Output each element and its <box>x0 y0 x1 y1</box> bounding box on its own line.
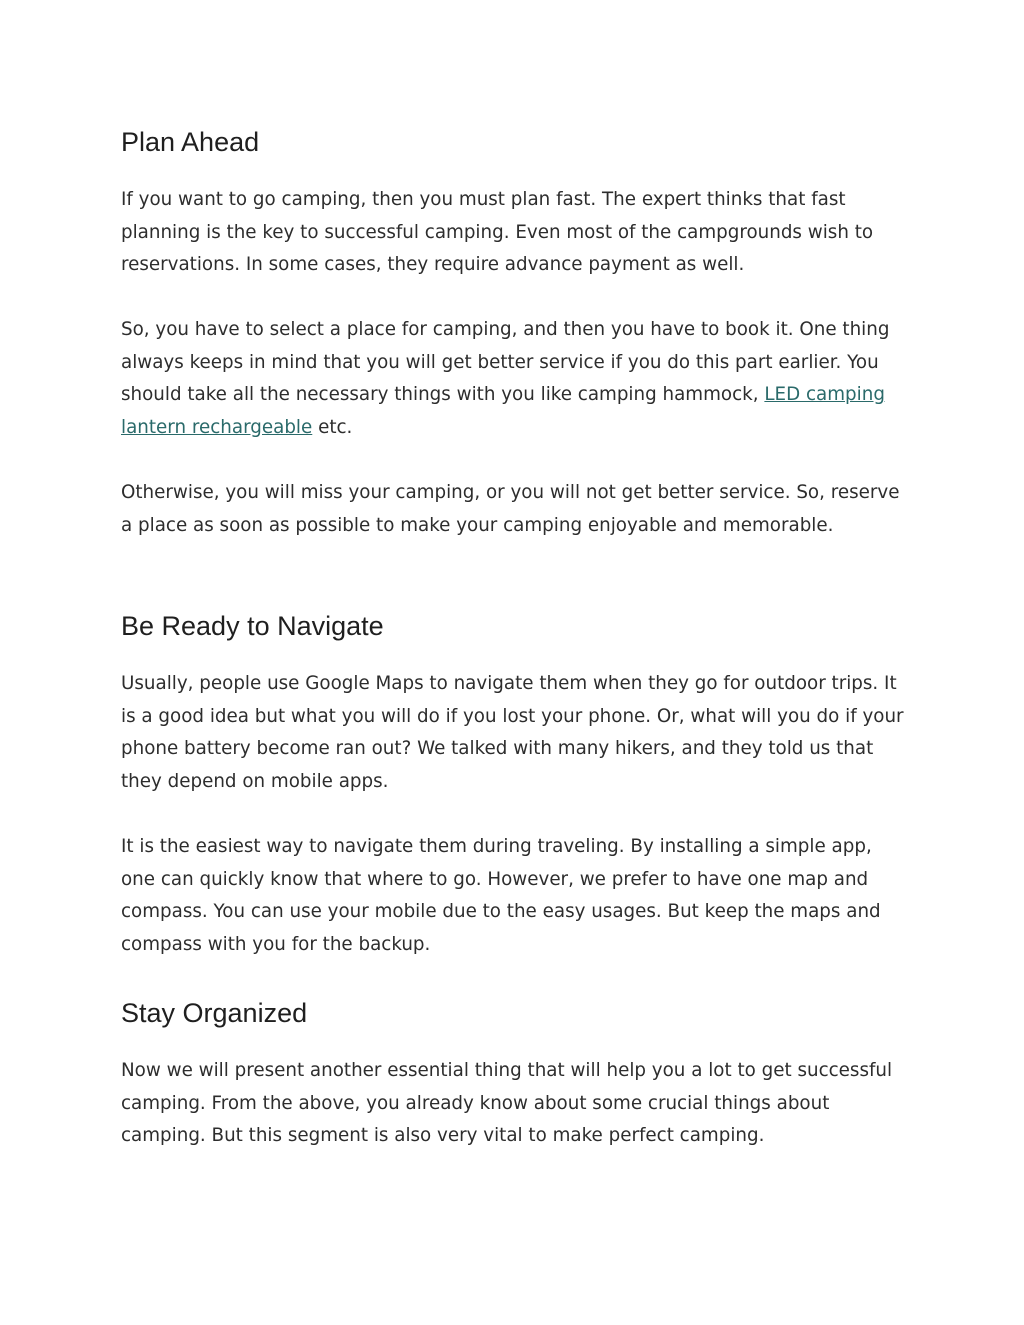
section-heading-stay-organized: Stay Organized <box>121 998 308 1028</box>
section-heading-navigate: Be Ready to Navigate <box>121 611 384 641</box>
paragraph-navigate-compass: It is the easiest way to navigate them during traveling. By installing a simple app, one can quickly know that where to go. However, we prefer to have one map and compass. You can use your mobile due to the easy usages. But keep the maps and compass with you for the backup. <box>121 836 881 955</box>
paragraph-text-after-link: etc. <box>312 416 353 438</box>
paragraph-stay-organized: Now we will present another essential thing that will help you a lot to get successful camping. From the above, you already know about some crucial things about camping. But this segment is also very vital to make perfect camping. <box>121 1060 893 1147</box>
section-heading-plan-ahead: Plan Ahead <box>121 127 260 157</box>
paragraph-navigate-maps: Usually, people use Google Maps to navigate them when they go for outdoor trips. It is a good idea but what you will do if you lost your phone. Or, what will you do if your phone battery become ran out? We talked with many hikers, and they told us that they depend on mobile apps. <box>121 673 904 792</box>
paragraph-text-before-link: So, you have to select a place for camping, and then you have to book it. One thing always keeps in mind that you will get better service if you do this part earlier. You should take all the necessary things with you like camping hammock, <box>121 319 890 406</box>
paragraph-plan-booking <box>121 314 911 444</box>
led-lantern-link[interactable]: LED camping lantern rechargeable <box>121 384 885 438</box>
paragraph-plan-intro: If you want to go camping, then you must plan fast. The expert thinks that fast planning is the key to successful camping. Even most of the campgrounds wish to reservations. In some cases, they require advance payment as well. <box>121 189 874 276</box>
paragraph-plan-reserve: Otherwise, you will miss your camping, or you will not get better service. So, reserve a place as soon as possible to make your camping enjoyable and memorable. <box>121 482 900 536</box>
